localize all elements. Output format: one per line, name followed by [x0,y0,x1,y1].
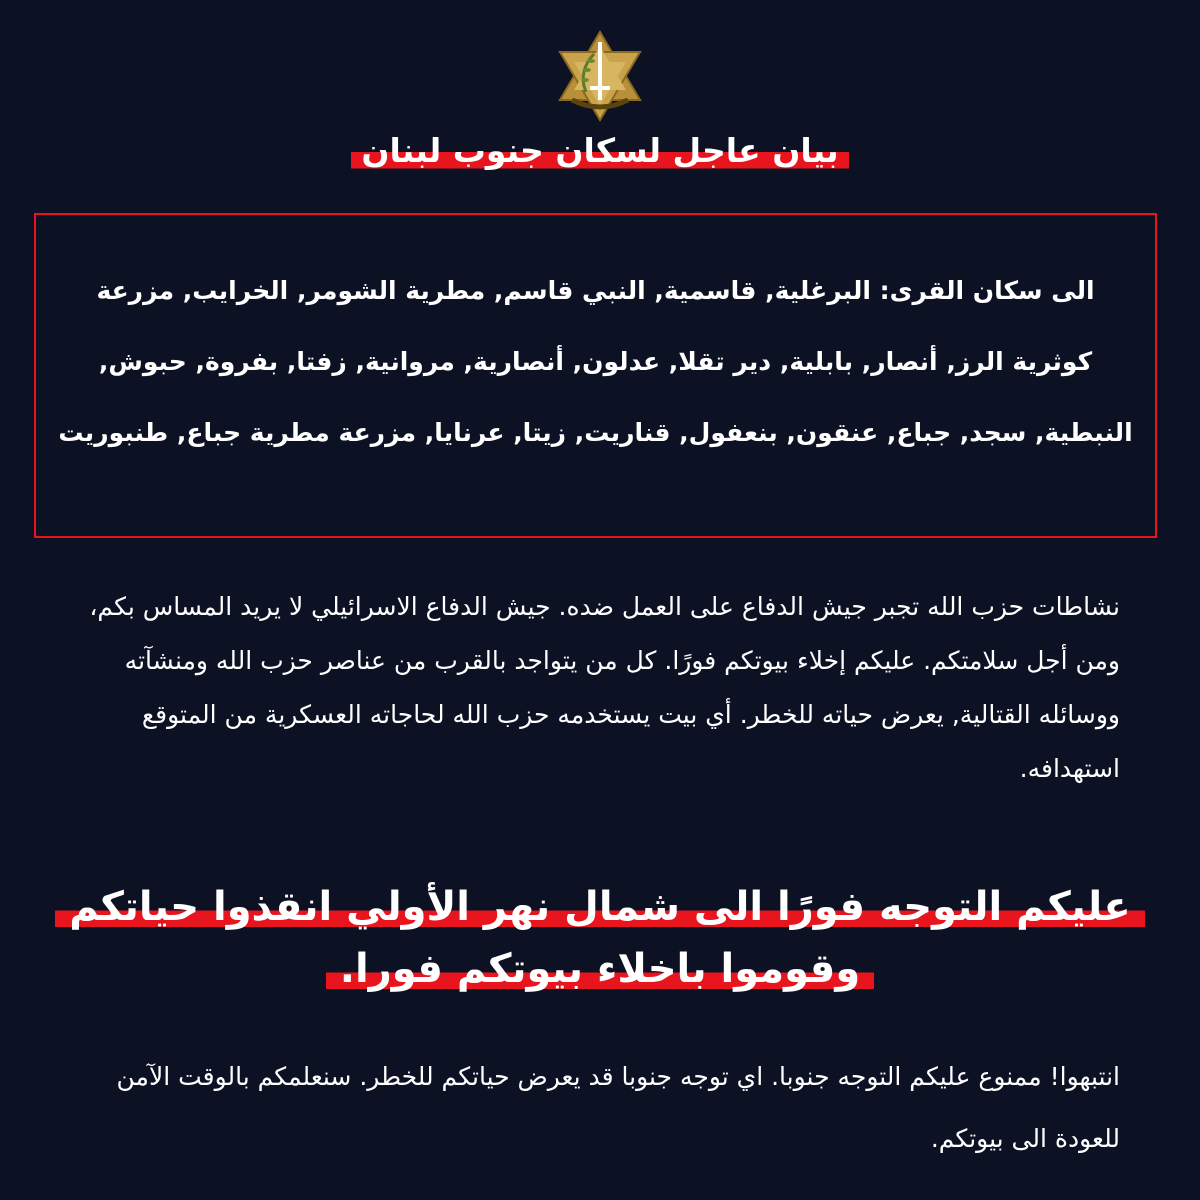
body-paragraph: نشاطات حزب الله تجبر جيش الدفاع على العمل ضده. جيش الدفاع الاسرائيلي لا يريد المساس بكم، ومن أجل سلامتكم. عليكم إخلاء بيوتكم فورًا. كل من يتواجد بالقرب من عناصر حزب الله ومنشآته ووسائله القتالية, يعرض حياته للخطر. أي بيت يستخدمه حزب الله لحاجاته العسكرية من المتوقع استهدافه. [89,592,1120,783]
page-title: بيان عاجل لسكان جنوب لبنان [351,128,848,174]
warning-line-1: عليكم التوجه فورًا الى شمال نهر الأولي انقذوا حياتكم [55,876,1145,938]
warning-block [0,876,1200,1000]
title-container [0,128,1200,174]
villages-box [34,213,1157,538]
idf-emblem-icon [556,30,644,122]
villages-list: الى سكان القرى: البرغلية, قاسمية, النبي قاسم, مطرية الشومر, الخرايب, مزرعة كوثرية الرز, أنصار, بابلية, دير تقلا, عدلون, أنصارية, مروانية, زفتا, بفروة, حبوش, النبطية, سجد, جباع, عنقون, بنعفول, قناريت, زيتا, عرنايا, مزرعة مطرية جباع, طنبوريت [58,276,1133,447]
warning-line-2: وقوموا باخلاء بيوتكم فورا. [326,938,874,1000]
footer-paragraph: انتبهوا! ممنوع عليكم التوجه جنوبا. اي توجه جنوبا قد يعرض حياتكم للخطر. سنعلمكم بالوقت الآمن للعودة الى بيوتكم. [116,1062,1120,1153]
